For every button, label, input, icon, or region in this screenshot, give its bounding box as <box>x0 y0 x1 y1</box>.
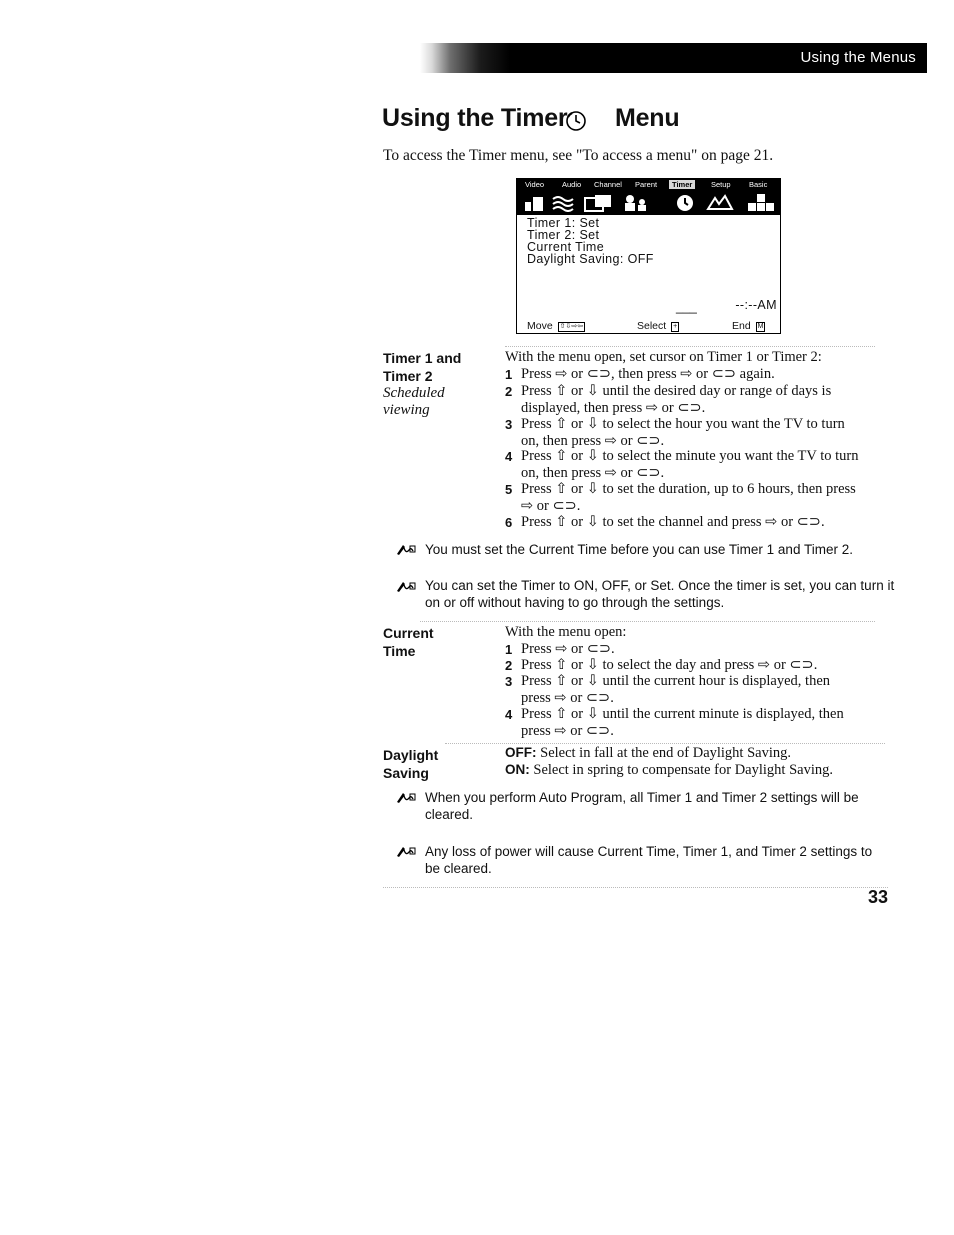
menu-footer-select-label: Select <box>637 320 667 332</box>
note-text: When you perform Auto Program, all Timer 1 and Timer 2 settings will be cleared. <box>425 790 859 822</box>
basic-icon <box>745 194 775 212</box>
footer-divider <box>383 887 888 888</box>
menu-tab-audio: Audio <box>562 180 582 189</box>
current-time-step-text: Press ⇧ or ⇩ until the current hour is displayed, then press ⇨ or ⊂⊃. <box>521 673 831 706</box>
menu-button-icon: M <box>757 323 764 330</box>
current-time-step-number: 2 <box>505 658 513 673</box>
tv-menu-screenshot <box>516 178 781 334</box>
intro-text: To access the Timer menu, see "To access a menu" on page 21. <box>383 147 774 164</box>
menu-tab-timer: Timer <box>669 180 695 189</box>
note-text: Any loss of power will cause Current Time, Timer 1, and Timer 2 settings to be cleared. <box>425 844 873 876</box>
menu-tab-video: Video <box>525 180 545 189</box>
timer-step-text: Press ⇧ or ⇩ to select the minute you want the TV to turn on, then press ⇨ or ⊂⊃. <box>521 448 859 481</box>
menu-footer-select <box>637 320 679 332</box>
section-divider <box>505 346 875 347</box>
current-time-step-number: 4 <box>505 707 513 722</box>
note-pencil-icon <box>396 542 416 556</box>
arrow-keys-icon: ⇧⇩⇨⇦ <box>559 323 584 330</box>
menu-tab-bar <box>517 179 780 191</box>
menu-tab-channel: Channel <box>594 180 622 189</box>
timer-step-text: Press ⇧ or ⇩ to set the channel and press ⇨ or ⊂⊃. <box>521 514 825 530</box>
current-time-heading: Current Time <box>383 625 434 659</box>
menu-footer-move-label: Move <box>527 320 553 332</box>
menu-footer-move <box>527 320 585 332</box>
menu-footer-end-label: End <box>732 320 751 332</box>
note-pencil-icon <box>396 790 416 804</box>
timer-step-number: 6 <box>505 515 513 530</box>
menu-day-placeholder: ___ <box>676 300 697 314</box>
menu-footer-end <box>732 320 765 332</box>
timer-step-text: Press ⇨ or ⊂⊃, then press ⇨ or ⊂⊃ again. <box>521 366 775 382</box>
timer-step-number: 4 <box>505 449 513 464</box>
timer-step-text: Press ⇧ or ⇩ to select the hour you want the TV to turn on, then press ⇨ or ⊂⊃. <box>521 416 845 449</box>
daylight-on-option: ON: Select in spring to compensate for Daylight Saving. <box>505 762 833 778</box>
note-pencil-icon <box>396 579 416 593</box>
menu-line-current-time: Current Time <box>527 240 605 254</box>
timer-step-number: 5 <box>505 482 513 497</box>
current-time-intro: With the menu open: <box>505 624 627 640</box>
timer-step-number: 3 <box>505 417 513 432</box>
page-number: 33 <box>867 887 888 907</box>
timer-section-heading: Timer 1 and Timer 2 <box>383 350 462 384</box>
timer-step-text: Press ⇧ or ⇩ until the desired day or range of days is displayed, then press ⇨ or ⊂⊃. <box>521 383 832 416</box>
menu-tab-basic: Basic <box>749 180 768 189</box>
menu-line-daylight-saving: Daylight Saving: OFF <box>527 252 654 266</box>
timer-step-number: 1 <box>505 367 513 382</box>
setup-icon <box>705 194 735 212</box>
current-time-step-text: Press ⇧ or ⇩ to select the day and press ⇨ or ⊂⊃. <box>521 657 818 673</box>
menu-tab-parent: Parent <box>635 180 658 189</box>
timer-section-intro: With the menu open, set cursor on Timer 1 or Timer 2: <box>505 349 822 365</box>
select-button-icon: + <box>673 323 678 330</box>
current-time-step-number: 3 <box>505 674 513 689</box>
daylight-saving-heading: Daylight Saving <box>383 747 439 781</box>
timer-step-text: Press ⇧ or ⇩ to set the duration, up to 6 hours, then press ⇨ or ⊂⊃. <box>521 481 856 514</box>
page-title <box>382 104 679 133</box>
timer-step-number: 2 <box>505 384 513 399</box>
menu-time-value: --:--AM <box>735 298 777 312</box>
audio-icon <box>551 194 575 212</box>
menu-line-timer1: Timer 1: Set <box>527 216 600 230</box>
menu-line-timer2: Timer 2: Set <box>527 228 600 242</box>
parent-icon <box>621 194 651 212</box>
section-divider <box>420 621 875 622</box>
menu-icon-bar <box>517 191 780 215</box>
video-icon <box>523 194 545 212</box>
current-time-step-number: 1 <box>505 642 513 657</box>
current-time-step-text: Press ⇨ or ⊂⊃. <box>521 641 615 657</box>
section-divider <box>445 743 885 744</box>
channel-icon <box>583 194 613 212</box>
page-title-prefix: Using the Timer <box>382 104 568 132</box>
note-text: You must set the Current Time before you can use Timer 1 and Timer 2. <box>425 542 853 557</box>
menu-tab-setup: Setup <box>711 180 731 189</box>
page-title-suffix: Menu <box>614 104 680 132</box>
note-pencil-icon <box>396 844 416 858</box>
timer-section-subheading: Scheduled viewing <box>383 385 445 418</box>
timer-clock-icon <box>565 110 587 132</box>
timer-icon <box>675 194 695 212</box>
section-header-title: Using the Menus <box>800 49 916 66</box>
daylight-off-option: OFF: Select in fall at the end of Daylight Saving. <box>505 745 791 761</box>
note-text: You can set the Timer to ON, OFF, or Set. Once the timer is set, you can turn it on or off without having to go through the settings. <box>425 578 895 610</box>
current-time-step-text: Press ⇧ or ⇩ until the current minute is displayed, then press ⇨ or ⊂⊃. <box>521 706 844 739</box>
